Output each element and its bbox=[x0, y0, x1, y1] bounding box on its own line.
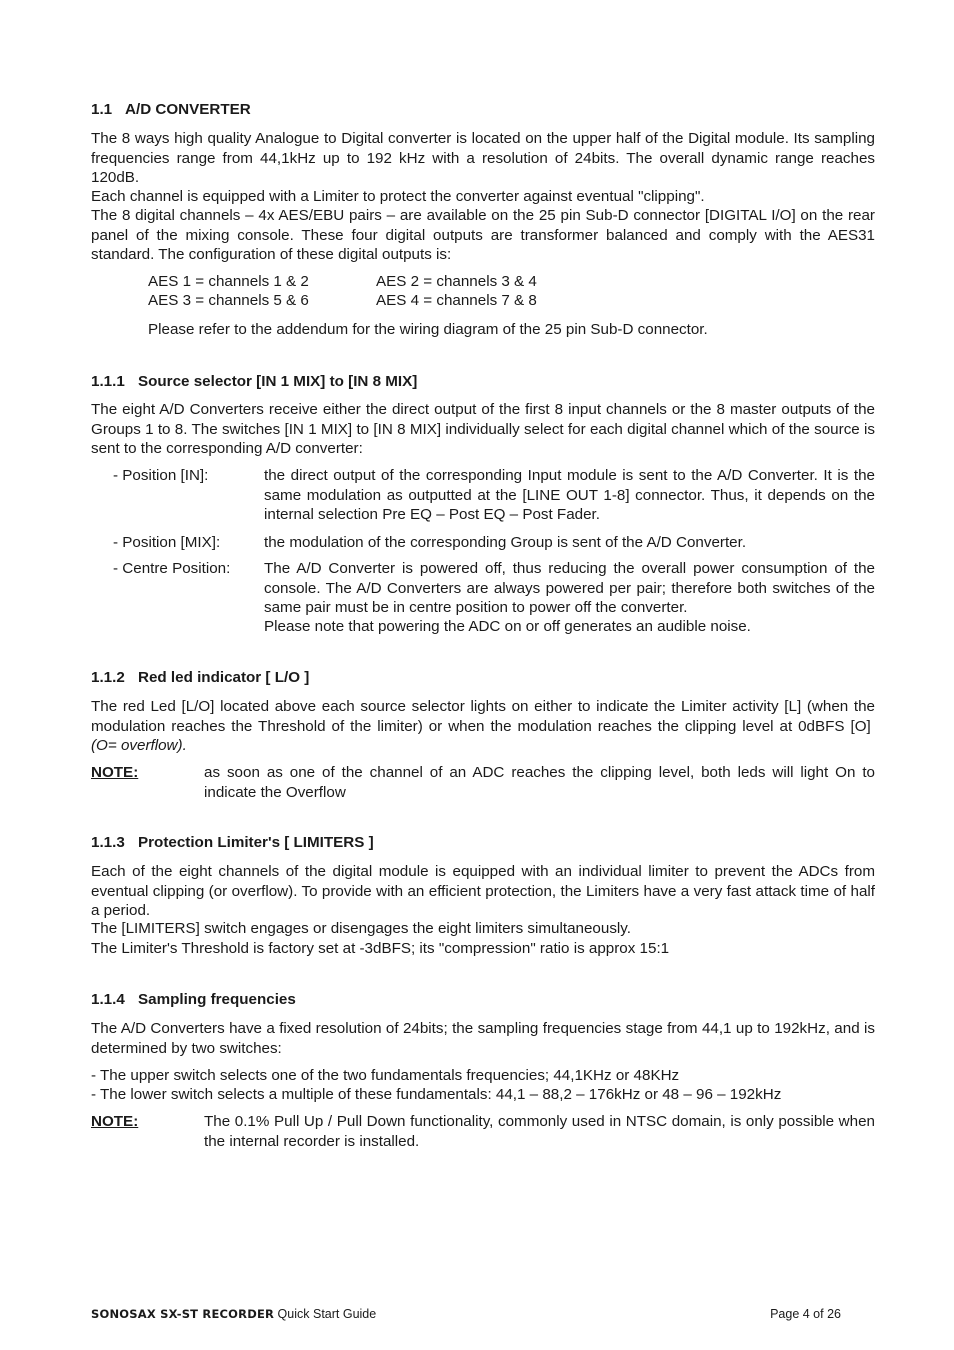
paragraph: The 8 ways high quality Analogue to Digital converter is located on the upper half of the Digital module. Its sampling frequencies range from 44,1kHz up to 192 kHz with a resolution of 24bits. The overall dynamic range reaches 120dB. bbox=[91, 130, 875, 186]
paragraph: The [LIMITERS] switch engages or disengages the eight limiters simultaneously. bbox=[91, 920, 631, 937]
note-text: The 0.1% Pull Up / Pull Down functionality, commonly used in NTSC domain, is only possible when the internal recorder is installed. bbox=[204, 1113, 875, 1150]
page-number: Page 4 of 26 bbox=[770, 1307, 841, 1321]
definition-text: the direct output of the corresponding Input module is sent to the A/D Converter. It is the same modulation as outputted at the [LINE OUT 1-8] connector. Thus, it depends on the internal selection Pre EQ – Post EQ – Post Fader. bbox=[264, 467, 875, 523]
definition-text: the modulation of the corresponding Group is sent of the A/D Converter. bbox=[264, 534, 747, 551]
paragraph bbox=[91, 697, 875, 756]
list-item: - The upper switch selects one of the two fundamentals frequencies; 44,1KHz or 48KHz bbox=[91, 1067, 680, 1084]
aes-config-item: AES 4 = channels 7 & 8 bbox=[376, 292, 537, 309]
product-brand: SONOSAX SX-ST RECORDER bbox=[91, 1307, 275, 1321]
definition-label: - Position [MIX]: bbox=[113, 534, 221, 551]
section-number: 1.1.4 bbox=[91, 991, 125, 1008]
paragraph: Each channel is equipped with a Limiter to protect the converter against eventual "clipping". bbox=[91, 188, 705, 205]
aes-config-item: AES 1 = channels 1 & 2 bbox=[148, 273, 309, 290]
section-title: Protection Limiter's [ LIMITERS ] bbox=[138, 834, 374, 851]
section-heading-1-1-3 bbox=[91, 833, 374, 853]
definition-label: - Position [IN]: bbox=[113, 467, 209, 484]
section-heading-1-1-4 bbox=[91, 990, 296, 1010]
guide-title: Quick Start Guide bbox=[274, 1307, 377, 1321]
page-footer bbox=[91, 1306, 841, 1322]
paragraph: Each of the eight channels of the digital module is equipped with an individual limiter to prevent the ADCs from eventual clipping (or overflow). To provide with an efficient protection, the Limiters have a very fast attack time of half a period. bbox=[91, 863, 875, 919]
list-item: - The lower switch selects a multiple of these fundamentals: 44,1 – 88,2 – 176kHz or 48 – 96 – 192kHz bbox=[91, 1086, 782, 1103]
section-title: Red led indicator [ L/O ] bbox=[138, 669, 310, 686]
aes-config-item: AES 2 = channels 3 & 4 bbox=[376, 273, 537, 290]
definition-text: The A/D Converter is powered off, thus reducing the overall power consumption of the console. The A/D Converters are always powered per pair; therefore both switches of the same pair must be in centre position to power off the converter. bbox=[264, 560, 875, 616]
note-label: NOTE: bbox=[91, 1113, 139, 1130]
section-number: 1.1 bbox=[91, 101, 113, 118]
paragraph-text: The red Led [L/O] located above each source selector lights on either to indicate the Limiter activity [L] (when the modulation reaches the Threshold of the limiter) or when the modulation reaches the clipping level at 0dBFS [O] bbox=[91, 698, 875, 735]
paragraph: Please refer to the addendum for the wiring diagram of the 25 pin Sub-D connector. bbox=[148, 321, 708, 338]
section-heading-1-1-1 bbox=[91, 372, 417, 392]
paragraph: The 8 digital channels – 4x AES/EBU pairs – are available on the 25 pin Sub-D connector [DIGITAL I/O] on the rear panel of the mixing console. These four digital outputs are transformer balanced and comply with the AES31 standard. The configuration of these digital outputs is: bbox=[91, 207, 875, 263]
section-title: A/D CONVERTER bbox=[125, 101, 251, 118]
note-label: NOTE: bbox=[91, 764, 139, 781]
paragraph: The A/D Converters have a fixed resolution of 24bits; the sampling frequencies stage from 44,1 up to 192kHz, and is determined by two switches: bbox=[91, 1020, 875, 1057]
section-number: 1.1.3 bbox=[91, 834, 125, 851]
section-heading-1-1 bbox=[91, 100, 251, 120]
section-title: Sampling frequencies bbox=[138, 991, 296, 1008]
paragraph: The Limiter's Threshold is factory set at -3dBFS; its "compression" ratio is approx 15:1 bbox=[91, 940, 670, 957]
definition-label: - Centre Position: bbox=[113, 560, 231, 577]
section-title: Source selector [IN 1 MIX] to [IN 8 MIX] bbox=[138, 373, 418, 390]
paragraph: The eight A/D Converters receive either the direct output of the first 8 input channels or the 8 master outputs of the Groups 1 to 8. The switches [IN 1 MIX] to [IN 8 MIX] individually select for each digital channel which of the source is sent to the corresponding A/D converter: bbox=[91, 401, 875, 457]
section-number: 1.1.1 bbox=[91, 373, 125, 390]
section-number: 1.1.2 bbox=[91, 669, 125, 686]
section-heading-1-1-2 bbox=[91, 668, 309, 688]
definition-text: Please note that powering the ADC on or off generates an audible noise. bbox=[264, 618, 751, 635]
note-text: as soon as one of the channel of an ADC reaches the clipping level, both leds will light On to indicate the Overflow bbox=[204, 764, 875, 801]
aes-config-item: AES 3 = channels 5 & 6 bbox=[148, 292, 309, 309]
italic-note: (O= overflow). bbox=[91, 737, 187, 754]
